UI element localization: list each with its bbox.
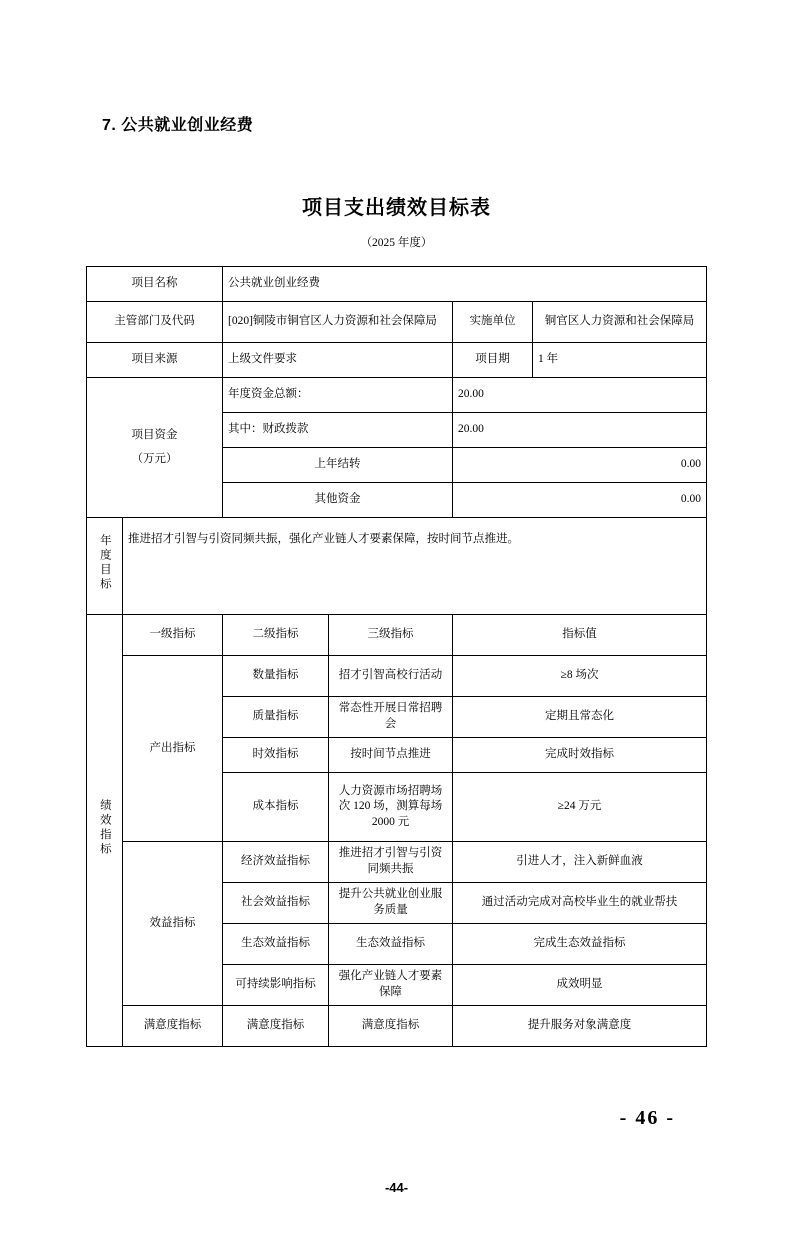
funds-row-value: 0.00: [453, 448, 707, 483]
page-title: 项目支出绩效目标表: [302, 197, 491, 219]
cell-level2: 时效指标: [223, 738, 329, 773]
cell-level3: 招才引智高校行活动: [329, 656, 453, 697]
cell-level3: 生态效益指标: [329, 924, 453, 965]
page-number-top: - 46 -: [619, 1107, 675, 1129]
header-level2: 二级指标: [223, 615, 329, 656]
cell-level2: 质量指标: [223, 697, 329, 738]
cell-level2: 满意度指标: [223, 1006, 329, 1047]
table-row-indicator-header: [87, 615, 707, 656]
page-number-bottom: -44-: [384, 1180, 409, 1195]
document-page: [0, 112, 793, 1234]
impl-unit-value: 铜官区人力资源和社会保障局: [533, 302, 707, 343]
annual-goal-label: 年度目标: [87, 518, 123, 615]
group-level1-benefit: 效益指标: [123, 842, 223, 1006]
cell-value: 提升服务对象满意度: [453, 1006, 707, 1047]
table-row: [87, 656, 707, 697]
source-value: 上级文件要求: [223, 343, 453, 378]
cell-level2: 可持续影响指标: [223, 965, 329, 1006]
cell-level2: 生态效益指标: [223, 924, 329, 965]
cell-level2: 成本指标: [223, 773, 329, 842]
cell-value: 引进人才，注入新鲜血液: [453, 842, 707, 883]
cell-level3: 强化产业链人才要素保障: [329, 965, 453, 1006]
funds-label-line2: （万元）: [131, 452, 178, 465]
table-row-funds-total: [87, 378, 707, 413]
cell-value: 完成生态效益指标: [453, 924, 707, 965]
table-row: [87, 842, 707, 883]
cell-value: 定期且常态化: [453, 697, 707, 738]
funds-row-value: 20.00: [453, 413, 707, 448]
cell-value: 成效明显: [453, 965, 707, 1006]
header-level1: 一级指标: [123, 615, 223, 656]
cell-level2: 社会效益指标: [223, 883, 329, 924]
performance-target-table: [86, 266, 707, 1047]
cell-value: 通过活动完成对高校毕业生的就业帮扶: [453, 883, 707, 924]
cell-level3: 按时间节点推进: [329, 738, 453, 773]
table-row-department: [87, 302, 707, 343]
cell-value: 完成时效指标: [453, 738, 707, 773]
cell-level3: 提升公共就业创业服务质量: [329, 883, 453, 924]
funds-row-name: 上年结转: [223, 448, 453, 483]
table-row-annual-goal: [87, 518, 707, 615]
funds-row-value: 20.00: [453, 378, 707, 413]
funds-label-line1: 项目资金: [131, 428, 178, 441]
group-level1-output: 产出指标: [123, 656, 223, 842]
group-level1-satisfaction: 满意度指标: [123, 1006, 223, 1047]
funds-row-name: 年度资金总额：: [223, 378, 453, 413]
project-name-value: 公共就业创业经费: [223, 267, 707, 302]
cell-level2: 经济效益指标: [223, 842, 329, 883]
impl-unit-label: 实施单位: [453, 302, 533, 343]
page-subtitle: （2025 年度）: [360, 237, 433, 249]
funds-row-value: 0.00: [453, 483, 707, 518]
cell-level3: 满意度指标: [329, 1006, 453, 1047]
table-row-project-name: [87, 267, 707, 302]
funds-row-name: 其中：财政拨款: [223, 413, 453, 448]
cell-level2: 数量指标: [223, 656, 329, 697]
cell-level3: 常态性开展日常招聘会: [329, 697, 453, 738]
cell-value: ≥8 场次: [453, 656, 707, 697]
performance-indicator-label: 绩效指标: [87, 615, 123, 1047]
dept-code-value: [020]铜陵市铜官区人力资源和社会保障局: [223, 302, 453, 343]
funds-row-name: 其他资金: [223, 483, 453, 518]
cell-level3: 人力资源市场招聘场次 120 场，测算每场 2000 元: [329, 773, 453, 842]
period-label: 项目期: [453, 343, 533, 378]
period-value: 1 年: [533, 343, 707, 378]
header-level3: 三级指标: [329, 615, 453, 656]
funds-label: [87, 378, 223, 518]
project-name-label: 项目名称: [87, 267, 223, 302]
cell-level3: 推进招才引智与引资同频共振: [329, 842, 453, 883]
header-value: 指标值: [453, 615, 707, 656]
section-heading: 7. 公共就业创业经费: [102, 117, 254, 134]
cell-value: ≥24 万元: [453, 773, 707, 842]
table-row: [87, 1006, 707, 1047]
annual-goal-value: 推进招才引智与引资同频共振，强化产业链人才要素保障，按时间节点推进。: [123, 518, 707, 615]
source-label: 项目来源: [87, 343, 223, 378]
table-row-source: [87, 343, 707, 378]
dept-code-label: 主管部门及代码: [87, 302, 223, 343]
